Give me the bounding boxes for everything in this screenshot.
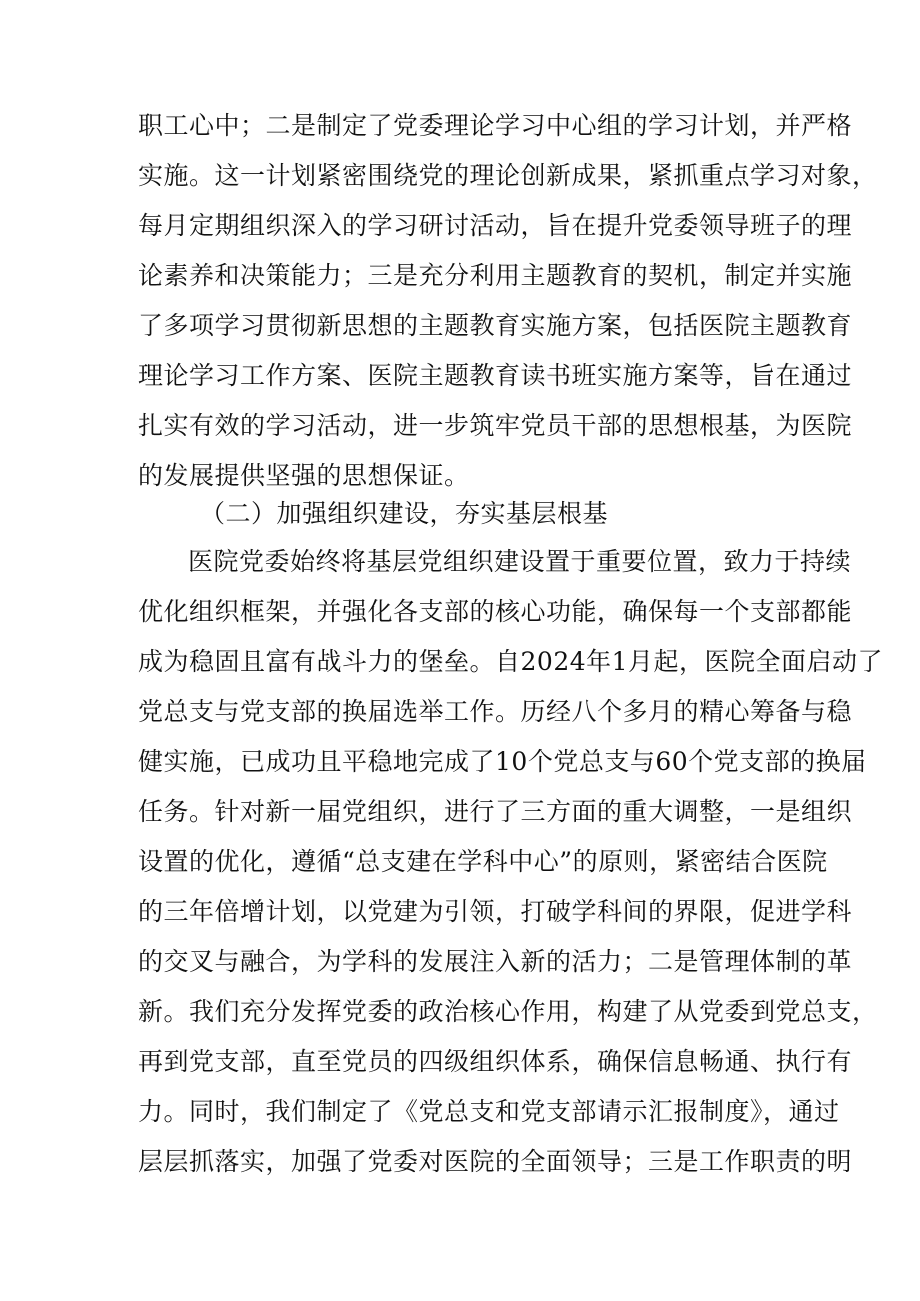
- paragraph-2-line-1: 医院党委始终将基层党组织建设置于重要位置，致力于持续: [188, 547, 852, 576]
- section-heading: （二）加强组织建设，夯实基层根基: [200, 499, 609, 528]
- paragraph-2-line-13: 层层抓落实，加强了党委对医院的全面领导；三是工作职责的明: [138, 1147, 853, 1176]
- paragraph-2-line-7: 设置的优化，遵循“总支建在学科中心”的原则，紧密结合医院: [138, 847, 828, 876]
- paragraph-2-line-5: 健实施，已成功且平稳地完成了10个党总支与60个党支部的换届: [138, 747, 867, 776]
- paragraph-2-line-12: 力。同时，我们制定了《党总支和党支部请示汇报制度》，通过: [138, 1097, 840, 1126]
- paragraph-1-line-1: 职工心中；二是制定了党委理论学习中心组的学习计划，并严格: [138, 111, 853, 140]
- paragraph-1-line-4: 论素养和决策能力；三是充分利用主题教育的契机，制定并实施: [138, 261, 853, 290]
- paragraph-2-line-11: 再到党支部，直至党员的四级组织体系，确保信息畅通、执行有: [138, 1047, 853, 1076]
- paragraph-1-line-7: 扎实有效的学习活动，进一步筑牢党员干部的思想根基，为医院: [138, 411, 853, 440]
- paragraph-2-line-10: 新。我们充分发挥党委的政治核心作用，构建了从党委到党总支，: [138, 997, 878, 1026]
- paragraph-2-line-9: 的交叉与融合，为学科的发展注入新的活力；二是管理体制的革: [138, 947, 853, 976]
- paragraph-2-line-2: 优化组织框架，并强化各支部的核心功能，确保每一个支部都能: [138, 597, 853, 626]
- paragraph-2-line-8: 的三年倍增计划，以党建为引领，打破学科间的界限，促进学科: [138, 897, 853, 926]
- paragraph-2-line-4: 党总支与党支部的换届选举工作。历经八个多月的精心筹备与稳: [138, 697, 853, 726]
- paragraph-1-line-8: 的发展提供坚强的思想保证。: [138, 461, 470, 490]
- paragraph-2-line-3: 成为稳固且富有战斗力的堡垒。自2024年1月起，医院全面启动了: [138, 647, 884, 676]
- paragraph-1-line-2: 实施。这一计划紧密围绕党的理论创新成果，紧抓重点学习对象，: [138, 161, 878, 190]
- paragraph-2-line-6: 任务。针对新一届党组织，进行了三方面的重大调整，一是组织: [138, 797, 853, 826]
- paragraph-1-line-3: 每月定期组织深入的学习研讨活动，旨在提升党委领导班子的理: [138, 211, 853, 240]
- paragraph-1-line-5: 了多项学习贯彻新思想的主题教育实施方案，包括医院主题教育: [138, 311, 853, 340]
- paragraph-1-line-6: 理论学习工作方案、医院主题教育读书班实施方案等，旨在通过: [138, 361, 853, 390]
